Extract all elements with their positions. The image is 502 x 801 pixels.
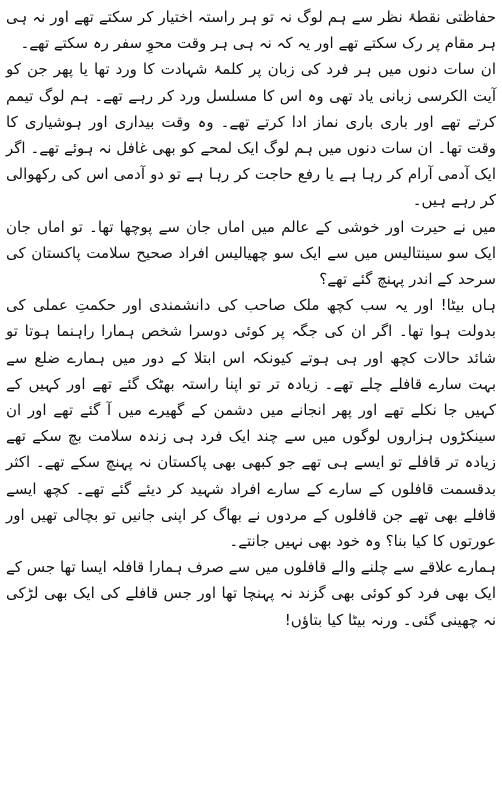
paragraph-1: حفاظتی نقطۂ نظر سے ہم لوگ نہ تو ہر راستہ اختیار کر سکتے تھے اور نہ ہی ہر مقام پر رک سکتے تھے اور یہ کہ نہ ہی ہر وقت محوِ سفر رہ سکتے تھے۔ <box>6 8 496 53</box>
paragraph-4: ہاں بیٹا! اور یہ سب کچھ ملک صاحب کی دانشمندی اور حکمتِ عملی کی بدولت ہوا تھا۔ اگر ان کی جگہ پر کوئی دوسرا شخص ہمارا راہنما ہوتا تو شائد حالات کچھ اور ہی ہوتے کیونکہ اس ابتلا کے دور میں ہمارے ضلع سے بہت سارے قافلے چلے تھے۔ زیادہ تر تو اپنا راستہ بھٹک گئے تھے اور کہیں کے کہیں جا نکلے تھے اور پھر انجانے میں دشمن کے گھیرے میں آ گئے تھے اور ان سینکڑوں ہزاروں لوگوں میں سے چند ایک فرد ہی زندہ سلامت بچ سکے تھے زیادہ تر قافلے تو ایسے ہی تھے جو کبھی بھی پاکستان نہ پہنچ سکے تھے۔ اکثر بدقسمت قافلوں کے سارے کے سارے افراد شہید کر دیئے گئے تھے۔ کچھ ایسے قافلے بھی تھے جن قافلوں کے مردوں نے بھاگ کر اپنی جانیں تو بچالی تھیں اور عورتوں کا کیا بنا؟ وہ خود بھی نہیں جانتے۔ <box>6 296 496 551</box>
urdu-text-block <box>6 4 496 633</box>
paragraph-5: ہمارے علاقے سے چلنے والے قافلوں میں سے صرف ہمارا قافلہ ایسا تھا جس کے ایک بھی فرد کو کوئی بھی گزند نہ پہنچا تھا اور جس قافلے کی ایک بھی لڑکی نہ چھینی گئی۔ ورنہ بیٹا کیا بتاؤں! <box>6 558 496 629</box>
paragraph-3: میں نے حیرت اور خوشی کے عالم میں اماں جان سے پوچھا تھا۔ تو اماں جان ایک سو سینتالیس میں سے ایک سو چھیالیس افراد صحیح سلامت پاکستان کی سرحد کے اندر پہنچ گئے تھے؟ <box>6 217 496 289</box>
paragraph-2: ان سات دنوں میں ہر فرد کی زبان پر کلمۂ شہادت کا ورد تھا یا پھر جن کو آیت الکرسی زبانی یاد تھی وہ اس کا مسلسل ورد کر رہے تھے۔ ہم لوگ تیمم کرتے تھے اور باری باری نماز ادا کرتے تھے۔ وہ وقت بیداری اور ہوشیاری کا وقت تھا۔ ان سات دنوں میں ہم لوگ ایک لمحے کو بھی غافل نہ ہوئے تھے۔ اگر ایک آدمی آرام کر رہا ہے یا رفع حاجت کر رہا ہے تو دو آدمی اس کی رکھوالی کر رہے ہیں۔ <box>6 60 496 210</box>
